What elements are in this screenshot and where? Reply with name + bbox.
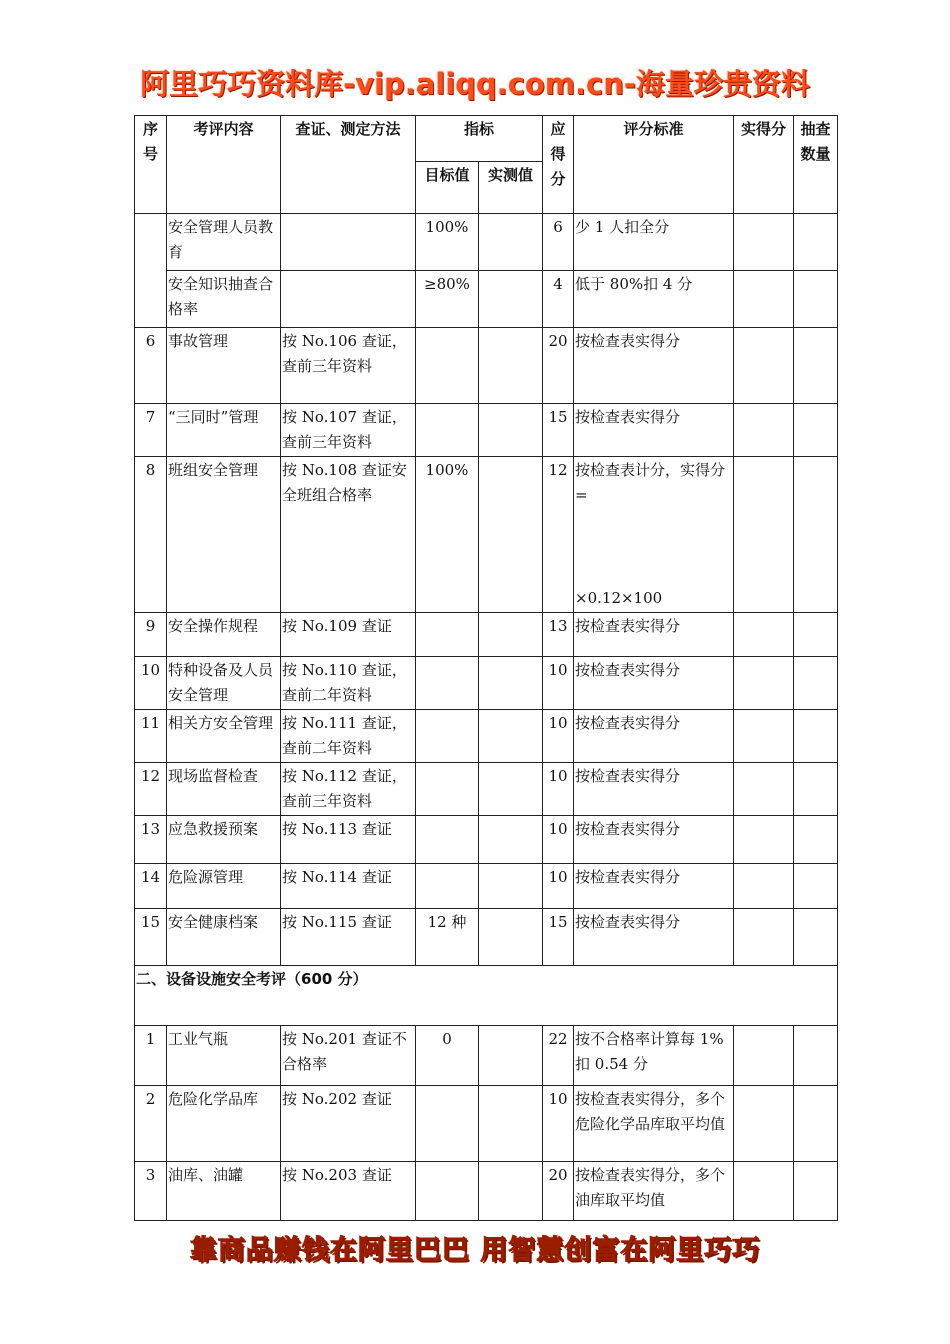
row-content: 安全管理人员教育: [167, 214, 281, 271]
row-sample: [794, 613, 838, 657]
row-method: [281, 271, 416, 328]
row-target: [416, 1086, 479, 1162]
header-measured: 实测值: [479, 162, 543, 214]
row-sample: [794, 657, 838, 710]
table-row: [135, 657, 838, 710]
row-score: 10: [543, 657, 574, 710]
row-score: 20: [543, 328, 574, 404]
row-measured: [479, 657, 543, 710]
row-target: [416, 613, 479, 657]
row-measured: [479, 1162, 543, 1221]
row-content: 事故管理: [167, 328, 281, 404]
row-content: 班组安全管理: [167, 457, 281, 613]
row-method: 按 No.201 查证不合格率: [281, 1026, 416, 1086]
row-target: ≥80%: [416, 271, 479, 328]
row-seq: 3: [135, 1162, 167, 1221]
row-actual: [734, 328, 794, 404]
row-target: [416, 864, 479, 909]
table-row: [135, 710, 838, 763]
bottom-banner: 靠商品赚钱在阿里巴巴 用智慧创富在阿里巧巧: [189, 1235, 761, 1266]
row-seq: 1: [135, 1026, 167, 1086]
row-target: 0: [416, 1026, 479, 1086]
row-score: 10: [543, 763, 574, 816]
row-actual: [734, 1162, 794, 1221]
row-seq: 9: [135, 613, 167, 657]
row-content: 危险化学品库: [167, 1086, 281, 1162]
row-target: [416, 1162, 479, 1221]
row-sample: [794, 909, 838, 966]
row-method: 按 No.106 查证，查前三年资料: [281, 328, 416, 404]
row-sample: [794, 710, 838, 763]
table-row: [135, 816, 838, 864]
row-seq: 2: [135, 1086, 167, 1162]
row-standard: 按检查表实得分: [574, 816, 734, 864]
row-measured: [479, 613, 543, 657]
row-standard: 按检查表实得分: [574, 657, 734, 710]
row-actual: [734, 271, 794, 328]
row-actual: [734, 710, 794, 763]
header-sample: 抽查数量: [794, 116, 838, 214]
row-sample: [794, 214, 838, 271]
row-actual: [734, 613, 794, 657]
row-seq: 15: [135, 909, 167, 966]
table-row: [135, 214, 838, 271]
row-standard: 按检查表实得分: [574, 404, 734, 457]
row-target: [416, 816, 479, 864]
row-content: “三同时”管理: [167, 404, 281, 457]
row-method: 按 No.108 查证安全班组合格率: [281, 457, 416, 613]
row-score: 20: [543, 1162, 574, 1221]
row-measured: [479, 816, 543, 864]
row-target: 12 种: [416, 909, 479, 966]
row-seq: 7: [135, 404, 167, 457]
row-sample: [794, 404, 838, 457]
row-measured: [479, 710, 543, 763]
table-row: [135, 864, 838, 909]
row-sample: [794, 457, 838, 613]
row-standard: 按检查表实得分: [574, 328, 734, 404]
row-method: 按 No.115 查证: [281, 909, 416, 966]
row-content: 应急救援预案: [167, 816, 281, 864]
row-measured: [479, 909, 543, 966]
row-content: 相关方安全管理: [167, 710, 281, 763]
row-seq: 13: [135, 816, 167, 864]
row-content: 现场监督检查: [167, 763, 281, 816]
row-target: [416, 763, 479, 816]
header-standard: 评分标准: [574, 116, 734, 214]
row-target: [416, 657, 479, 710]
row-standard: [574, 457, 734, 613]
header-seq: 序号: [135, 116, 167, 214]
row-seq: 8: [135, 457, 167, 613]
row-content: 安全健康档案: [167, 909, 281, 966]
row-measured: [479, 328, 543, 404]
row-sample: [794, 1162, 838, 1221]
section-title: 二、设备设施安全考评（600 分）: [135, 966, 838, 1026]
row-score: 4: [543, 271, 574, 328]
table-row: [135, 271, 838, 328]
header-content: 考评内容: [167, 116, 281, 214]
header-actual: 实得分: [734, 116, 794, 214]
table-row: [135, 1026, 838, 1086]
row-actual: [734, 864, 794, 909]
row-actual: [734, 909, 794, 966]
row-actual: [734, 1026, 794, 1086]
row-standard: 低于 80%扣 4 分: [574, 271, 734, 328]
row-method: 按 No.114 查证: [281, 864, 416, 909]
row-score: 6: [543, 214, 574, 271]
row-score: 10: [543, 710, 574, 763]
table-row: [135, 763, 838, 816]
row-method: [281, 214, 416, 271]
row-score: 22: [543, 1026, 574, 1086]
section-row: [135, 966, 838, 1026]
row-seq: 12: [135, 763, 167, 816]
row-method: 按 No.113 查证: [281, 816, 416, 864]
header-target: 目标值: [416, 162, 479, 214]
header-method: 查证、测定方法: [281, 116, 416, 214]
row-actual: [734, 657, 794, 710]
row-standard: 按检查表实得分: [574, 864, 734, 909]
row-actual: [734, 457, 794, 613]
row-method: 按 No.112 查证，查前三年资料: [281, 763, 416, 816]
row-sample: [794, 763, 838, 816]
table-row: [135, 404, 838, 457]
row-method: 按 No.203 查证: [281, 1162, 416, 1221]
row-seq: 6: [135, 328, 167, 404]
row-target: [416, 404, 479, 457]
row-standard: 按检查表实得分，多个油库取平均值: [574, 1162, 734, 1221]
row-sample: [794, 271, 838, 328]
table-row: [135, 909, 838, 966]
row-standard: 按检查表实得分: [574, 763, 734, 816]
table-row: [135, 613, 838, 657]
row-actual: [734, 763, 794, 816]
row-actual: [734, 404, 794, 457]
row-score: 15: [543, 909, 574, 966]
row-actual: [734, 214, 794, 271]
evaluation-table: [134, 115, 838, 1221]
table-row: [135, 328, 838, 404]
table-row: [135, 1162, 838, 1221]
row-standard: 按检查表实得分: [574, 613, 734, 657]
row-seq: 10: [135, 657, 167, 710]
row-method: 按 No.111 查证，查前二年资料: [281, 710, 416, 763]
row-standard-formula: ×0.12×100: [575, 589, 663, 607]
row-method: 按 No.109 查证: [281, 613, 416, 657]
header-score: 应得分: [543, 116, 574, 214]
row-measured: [479, 864, 543, 909]
table-row: [135, 1086, 838, 1162]
top-banner: 阿里巧巧资料库-vip.aliqq.com.cn-海量珍贵资料: [140, 67, 810, 101]
row-actual: [734, 816, 794, 864]
row-standard: 少 1 人扣全分: [574, 214, 734, 271]
row-content: 油库、油罐: [167, 1162, 281, 1221]
row-sample: [794, 864, 838, 909]
table-row: [135, 457, 838, 613]
row-measured: [479, 1026, 543, 1086]
row-method: 按 No.110 查证，查前二年资料: [281, 657, 416, 710]
row-target: 100%: [416, 214, 479, 271]
row-sample: [794, 328, 838, 404]
row-sample: [794, 1026, 838, 1086]
row-measured: [479, 457, 543, 613]
row-method: 按 No.202 查证: [281, 1086, 416, 1162]
row-target: [416, 710, 479, 763]
row-sample: [794, 1086, 838, 1162]
row-target: [416, 328, 479, 404]
row-score: 10: [543, 864, 574, 909]
row-measured: [479, 271, 543, 328]
row-actual: [734, 1086, 794, 1162]
row-score: 12: [543, 457, 574, 613]
row-score: 10: [543, 1086, 574, 1162]
header-row: [135, 116, 838, 162]
row-score: 10: [543, 816, 574, 864]
row-measured: [479, 404, 543, 457]
row-measured: [479, 214, 543, 271]
row-content: 安全知识抽查合格率: [167, 271, 281, 328]
row-content: 安全操作规程: [167, 613, 281, 657]
row-standard: 按不合格率计算每 1%扣 0.54 分: [574, 1026, 734, 1086]
row-content: 特种设备及人员安全管理: [167, 657, 281, 710]
header-indicator: 指标: [416, 116, 543, 162]
row-seq: 11: [135, 710, 167, 763]
row-content: 危险源管理: [167, 864, 281, 909]
row-standard: 按检查表实得分: [574, 710, 734, 763]
row-score: 13: [543, 613, 574, 657]
row-measured: [479, 1086, 543, 1162]
row-measured: [479, 763, 543, 816]
row-standard: 按检查表实得分: [574, 909, 734, 966]
row-seq: [135, 214, 167, 328]
row-score: 15: [543, 404, 574, 457]
row-standard-text: 按检查表计分，实得分=: [575, 461, 726, 504]
row-sample: [794, 816, 838, 864]
row-content: 工业气瓶: [167, 1026, 281, 1086]
row-seq: 14: [135, 864, 167, 909]
row-method: 按 No.107 查证，查前三年资料: [281, 404, 416, 457]
row-target: 100%: [416, 457, 479, 613]
row-standard: 按检查表实得分，多个危险化学品库取平均值: [574, 1086, 734, 1162]
